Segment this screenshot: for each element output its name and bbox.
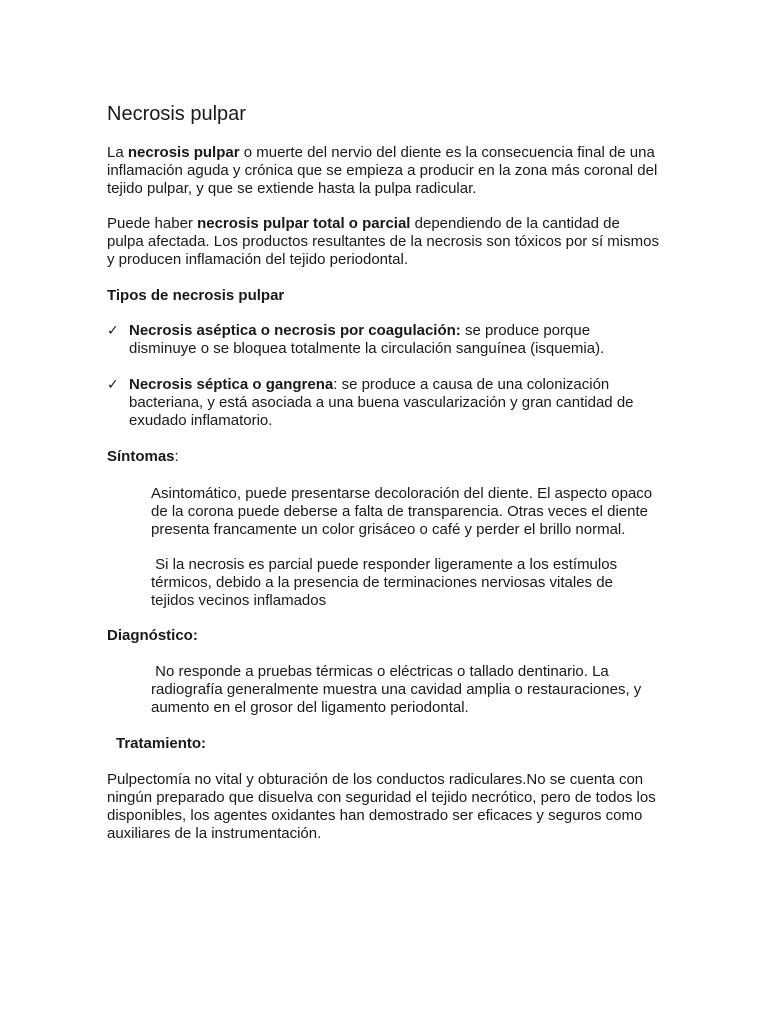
sintomas-heading: Síntomas: [107,448,179,465]
intro-line-3: tejido pulpar, y que se extiende hasta la pulpa radicular. [107,180,477,197]
bullet-aseptica-term: Necrosis aséptica o necrosis por coagulación: [129,322,461,339]
document-page: Necrosis pulpar La necrosis pulpar o muerte del nervio del diente es la consecuencia final de una inflamación aguda y crónica que se empieza a producir en la zona más coronal del tejido pulpar, y que se extiende hasta la pulpa radicular. Puede haber necrosis pulpar total o parcial dependiendo de la cantidad de pulpa afectada. Los productos resultantes de la necrosis son tóxicos por sí mismos y producen inflamación del tejido periodontal. Tipos de necrosis pulpar ✓ Necrosis aséptica o necrosis por coagulación: se produce porque disminuye o se bloquea totalmente la circulación sanguínea (isquemia). ✓ Necrosis séptica o gangrena: se produce a causa de una colonización bacteriana, y está asociada a una buena vascularización y gran cantidad de exudado inflamatorio. Síntomas: Asintomático, puede presentarse decoloración del diente. El aspecto opaco de la corona puede deberse a falta de transparencia. Otras veces el diente presenta francamente un color grisáceo o café y perder el brillo normal. Si la necrosis es parcial puede responder ligeramente a los estímulos térmicos, debido a la presencia de terminaciones nerviosas vitales de tejidos vecinos inflamados Diagnóstico: No responde a pruebas térmicas o eléctricas o tallado dentinario. La radiografía generalmente muestra una cavidad amplia o restauraciones, y aumento en el grosor del ligamento periodontal. Tratamiento: Pulpectomía no vital y obturación de los conductos radiculares.No se cuenta con ningún preparado que disuelva con seguridad el tejido necrótico, pero de todos los disponibles, los agentes oxidantes han demostrado ser eficaces y seguros como auxiliares de la instrumentación. [107,103,659,842]
tratamiento-paragraph: Pulpectomía no vital y obturación de los conductos radiculares.No se cuenta con ningún preparado que disuelva con seguridad el tejido necrótico, pero de todos los disponibles, los agentes oxidantes han demostrado ser eficaces y seguros como auxiliares de la instrumentación. [107,771,656,842]
diagnostico-paragraph: No responde a pruebas térmicas o eléctricas o tallado dentinario. La radiografía generalmente muestra una cavidad amplia o restauraciones, y aumento en el grosor del ligamento periodontal. [151,663,642,716]
bullet-septica-term: Necrosis séptica o gangrena [129,376,334,393]
sintomas-paragraph-2: Si la necrosis es parcial puede responder ligeramente a los estímulos térmicos, debido a la presencia de terminaciones nerviosas vitales de tejidos vecinos inflamados [151,556,618,609]
tratamiento-heading: Tratamiento: [116,735,207,752]
diagnostico-heading: Diagnóstico: [107,627,198,644]
intro-line-1: La necrosis pulpar o muerte del nervio del diente es la consecuencia final de una [107,144,655,161]
intro-keyword: necrosis pulpar [127,144,240,161]
checkmark-icon: ✓ [107,323,119,339]
para2-keyword: necrosis pulpar total o parcial [197,215,411,232]
sintomas-paragraph-1: Asintomático, puede presentarse decoloración del diente. El aspecto opaco de la corona puede deberse a falta de transparencia. Otras veces el diente presenta francamente un color grisáceo o café y perder el brillo normal. [151,485,653,538]
types-paragraph [107,215,659,269]
checkmark-icon: ✓ [107,377,119,393]
page-title: Necrosis pulpar [107,103,246,125]
tipos-heading: Tipos de necrosis pulpar [107,287,285,304]
intro-paragraph [107,144,657,198]
intro-line-2: inflamación aguda y crónica que se empieza a producir en la zona más coronal del [107,162,658,179]
para2-line-2: pulpa afectada. Los productos resultantes de la necrosis son tóxicos por sí mismos [107,233,659,250]
para2-line-3: y producen inflamación del tejido periodontal. [107,251,409,268]
para2-line-1: Puede haber necrosis pulpar total o parcial dependiendo de la cantidad de [107,215,620,232]
